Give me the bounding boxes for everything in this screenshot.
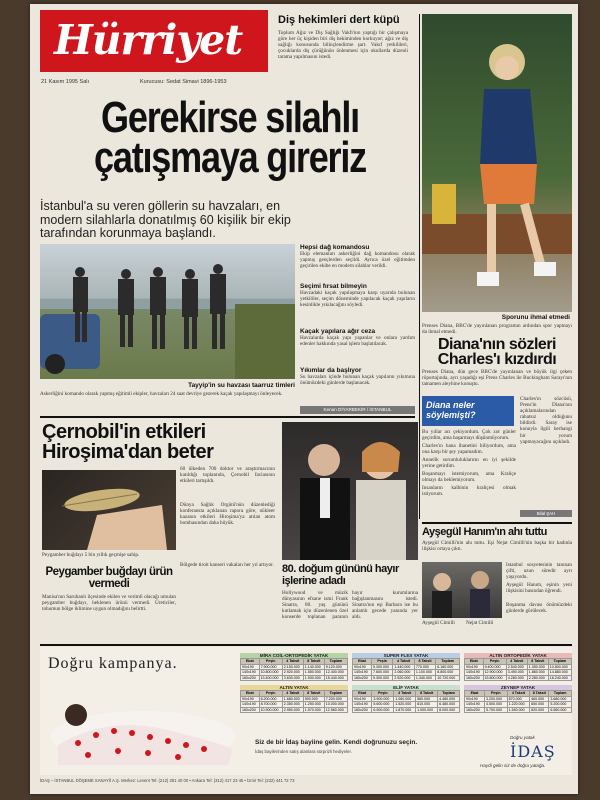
cell: 1.570.000 [303, 707, 324, 713]
cell: 7.600.000 [371, 670, 392, 676]
chernobyl-bullet: Dünya Sağlık Örgütü'nün düzenlediği konferansta açıklanan rapora göre, nükleer kazanın etkileri Hiroşima'ya atılan atom bombasından daha büyük. [180, 502, 275, 527]
wheat-illustration [42, 470, 176, 550]
cell: 9.300.000 [371, 675, 392, 681]
cell: 14.880.000 [548, 670, 571, 676]
diana-quote: Boşanmayı istemiyorum, ama Kraliçe olmayı da beklemiyorum. [422, 471, 516, 484]
cell: 5.700.000 [484, 707, 507, 713]
col-header: Ebat [465, 691, 485, 697]
section-text: Havzadaki kaçak yapılaşmaya karşı uyarıda bulunan yetkililer, seçim döneminde yapılacak kaçak yapıların kesinlikle yıkılacağını söyledi. [300, 290, 415, 309]
diana-quote: Charles'ın bana ihanetini biliyordum, ama ona karşı bir şey yapamadım. [422, 443, 516, 456]
sinatra-text: Hollywood ve müzik dünyasının efsane ismi Frank Sinatra, 80. yaş gününü kutlamak için düzenlenen özel konserde toplanan paranın hayır kurumlarına bağışlanmasını istedi. Sinatra'nın eşi Barbara ise bu anlamlı gecede yanında yer aldı. [282, 590, 418, 621]
table-row [353, 675, 460, 681]
price-table-grid [352, 690, 460, 713]
cell: 10.800.000 [548, 664, 571, 670]
cell: 560.000 [416, 696, 438, 702]
col-header: Toplam [324, 659, 347, 665]
cell: 140x190 [465, 702, 485, 708]
col-header: Ebat [353, 659, 372, 665]
cell: 2.920.000 [282, 670, 303, 676]
chernobyl-bullet: 60 ülkeden 700 doktor ve araştırmacının katıldığı toplantıda, Çernobil faciasının etkileri tartışıldı. [180, 466, 275, 485]
col-header: 8 Taksit [527, 659, 548, 665]
cell: 5.300.000 [371, 664, 392, 670]
section-text: Havzalarda kaçak yapı yapanlar ve onlara yardım edenler hakkında yasal işlem başlatılacak. [300, 335, 415, 348]
masthead-logo: Hürriyet [54, 16, 243, 64]
price-table-grid [240, 690, 348, 713]
cell: 7.200.000 [324, 696, 347, 702]
main-headline: Gerekirse silahlı çatışmaya gireriz [94, 93, 366, 182]
col-header: Peşin [483, 659, 506, 665]
cell: 460.000 [530, 696, 549, 702]
diana-intro: Prenses Diana, dün gece BBC'de yayınlanan ve büyük ilgi çeken röportajında, ayrı yaşadığı eşi Prens Charles ile Buckingham Sarayı'nın tamamen aleyhine konuştu. [422, 369, 572, 388]
diana-headline: Diana'nın sözleri Charles'ı kızdırdı [437, 336, 557, 368]
ad-footer-text: Haydi gelin siz de doğru yatağa. [480, 763, 546, 768]
col-header: Peşin [371, 659, 392, 665]
cell: 140x190 [241, 670, 260, 676]
col-header: Toplam [436, 659, 460, 665]
cell: 10.000.000 [324, 702, 347, 708]
guards-photo-subcaption: Askerliğini komando olarak yapmış eğitimli ekipler, havzaları 24 saat devriye gezerek kaçak yapılaşmayı önleyecek. [40, 391, 283, 397]
ad-slogan: Doğru kampanya. [48, 655, 178, 672]
cell: 1.440.000 [393, 664, 414, 670]
cell: 1.340.000 [414, 675, 435, 681]
col-header: 8 Taksit [303, 691, 324, 697]
cell: 160x200 [353, 707, 372, 713]
dentist-text: Toplum Ağız ve Diş Sağlığı Vakfı'nın yaptığı bir çalışmaya göre her üç kişiden biri diş hekiminden korkuyor; ağız ve diş sağlığı konusunda bilinçlendirme şart. Vakıf yetkilileri, çocuklarda diş çürüğünün önlenmesi için okullarda düzenli tarama yapılmasını istedi. [278, 30, 408, 61]
cell: 90x190 [353, 664, 372, 670]
price-table-title: ALTIN YATAK [240, 685, 348, 690]
aysegul-bullet: İstanbul sosyetesinin tanınan çifti, uzun süredir ayrı yaşıyordu. [506, 562, 572, 581]
section-text: Ekip elemanları askerliğini dağ komandosu olarak yapmış gençlerden seçildi. Ayrıca özel eğitimden geçirilen ekibe en modern silahlar verildi. [300, 251, 415, 270]
cell: 1.520.000 [394, 702, 416, 708]
price-tables-row-2 [240, 685, 570, 713]
cell: 90x190 [465, 664, 484, 670]
aysegul-bullets [506, 562, 572, 622]
main-subhead: İstanbul'a su veren göllerin su havzaları, en modern silahlarla donatılmış 60 kişilik bir ekip tarafından korunmaya başlandı. [40, 199, 291, 240]
cell: 12.560.000 [324, 707, 347, 713]
cell: 2.540.000 [506, 664, 527, 670]
aysegul-photo [422, 562, 502, 618]
cell: 3.680.000 [549, 696, 572, 702]
cell: 820.000 [530, 707, 549, 713]
col-header: Ebat [241, 691, 260, 697]
wheat-photo-caption: Peygamber buğdayı 5 bin yıllık geçmişe sahip. [42, 552, 140, 558]
cell: 770.000 [414, 664, 435, 670]
cell: 12.900.000 [483, 670, 506, 676]
col-header: 4 Taksit [394, 691, 416, 697]
wheat-photo [42, 470, 176, 550]
cell: 3.490.000 [506, 670, 527, 676]
col-header: 8 Taksit [303, 659, 324, 665]
cell: 2.350.000 [282, 702, 303, 708]
aysegul-caption-right: Nejat Cimilli [466, 620, 494, 626]
price-tables [240, 653, 570, 713]
cell: 160x200 [465, 675, 484, 681]
price-table-grid [240, 658, 348, 681]
price-table [352, 653, 460, 681]
cell: 2.150.000 [282, 664, 303, 670]
price-table-grid [352, 658, 460, 681]
diana-illustration [422, 14, 572, 312]
diana-side-reporter: Bilal ŞAH [520, 510, 572, 517]
col-header: Peşin [259, 691, 282, 697]
section-title: Yıkımlar da başlıyor [300, 367, 362, 374]
cell: 1.550.000 [303, 670, 324, 676]
guards-photo-caption: Tayyip'in su havzası taarruz timleri [188, 382, 295, 389]
cell: 15.440.000 [324, 675, 347, 681]
cell: 1.930.000 [303, 675, 324, 681]
idas-ad [40, 647, 572, 775]
aysegul-caption-left: Ayşegül Cimilli [422, 620, 455, 626]
reporter-byline: Kenan DİYARBEKİR / İSTANBUL [300, 406, 415, 414]
aysegul-bullet: Ayşegül Hanım, eşinin yeni ilişkisini basından öğrendi. [506, 582, 572, 595]
diana-quotes [422, 429, 516, 499]
cell: 160x200 [465, 707, 485, 713]
col-header: 4 Taksit [282, 691, 303, 697]
cell: 1.250.000 [303, 702, 324, 708]
cell: 4.480.000 [438, 696, 460, 702]
col-header: 4 Taksit [507, 691, 530, 697]
cell: 9.400.000 [483, 664, 506, 670]
cell: 1.870.000 [394, 707, 416, 713]
col-header: Toplam [548, 659, 571, 665]
cell: 140x190 [353, 702, 372, 708]
main-story-column [300, 244, 415, 392]
col-header: Toplam [549, 691, 572, 697]
price-table [240, 685, 348, 713]
price-table-title: ALTIN ORTOPEDİK YATAK [464, 653, 572, 658]
masthead-logo-box [40, 10, 268, 72]
masthead-founder: Kurucusu: Sedat Simavi 1896-1953 [140, 79, 227, 85]
diana-photo [422, 14, 572, 312]
price-table [240, 653, 348, 681]
cell: 8.800.000 [436, 670, 460, 676]
cell: 3.900.000 [372, 696, 394, 702]
column-divider [419, 14, 420, 519]
cell: 1.540.000 [507, 707, 530, 713]
aysegul-headline: Ayşegül Hanım'ın ahı tuttu [422, 526, 547, 538]
cell: 10.720.000 [436, 675, 460, 681]
cell: 900.000 [303, 696, 324, 702]
price-tables-row-1 [240, 653, 570, 681]
cell: 140x190 [353, 670, 372, 676]
price-table [352, 685, 460, 713]
cell: 6.560.000 [549, 707, 572, 713]
table-row [353, 707, 460, 713]
col-header: Ebat [465, 659, 484, 665]
col-header: 4 Taksit [506, 659, 527, 665]
sinatra-headline: 80. doğum gününü hayır işlerine adadı [282, 563, 399, 587]
cell: 15.800.000 [483, 675, 506, 681]
col-header: Toplam [324, 691, 347, 697]
price-table-title: SUPER FLEX YATAK [352, 653, 460, 658]
table-row [241, 707, 348, 713]
cell: 6.900.000 [372, 707, 394, 713]
sinatra-illustration [282, 422, 418, 560]
col-header: 4 Taksit [393, 659, 414, 665]
wheat-headline: Peygamber buğdayı ürün vermedi [45, 566, 173, 590]
cell: 6.200.000 [259, 696, 282, 702]
cell: 1.000.000 [416, 707, 438, 713]
cell: 7.900.000 [259, 664, 282, 670]
aysegul-bullet: Boşanma davası önümüzdeki günlerde görülecek. [506, 602, 572, 615]
col-header: Ebat [241, 659, 260, 665]
diana-box-title: Diana neler söylemişti? [426, 400, 476, 420]
aysegul-intro: Ayşegül Cimilli'nin ahı tuttu. Eşi Nejat Cimilli'nin başka bir kadınla ilişkisi ortaya çıktı. [422, 540, 572, 553]
cell: 650.000 [530, 702, 549, 708]
guards-illustration [40, 244, 295, 379]
page-footer: İDAŞ – İSTANBUL DÖŞEME SANAYİİ A.Ş. Merkez: Levent Tel: (212) 281 40 00 • Ankara Tel: (312) 417 23 45 • İzmir Tel: (232) 441 72 73 [40, 778, 295, 783]
cell: 90x190 [353, 696, 372, 702]
diana-photo-caption: Sporunu ihmal etmedi [501, 314, 570, 321]
ad-tagline: Siz de bir İdaş bayiine gelin. Kendi doğrunuzu seçin. [255, 739, 418, 746]
dentist-headline: Diş hekimleri dert küpü [278, 14, 400, 26]
chernobyl-headline: Çernobil'in etkileri Hiroşima'dan beter [42, 421, 214, 463]
cell: 8.700.000 [259, 702, 282, 708]
section-title: Seçimi fırsat bilmeyin [300, 283, 367, 290]
ad-brand-logo: İDAŞ [510, 742, 556, 761]
cell: 1.100.000 [414, 670, 435, 676]
col-header: 8 Taksit [414, 659, 435, 665]
cell: 4.280.000 [506, 675, 527, 681]
cell: 3.630.000 [282, 675, 303, 681]
guards-photo [40, 244, 295, 379]
cell: 10.900.000 [259, 707, 282, 713]
cell: 5.200.000 [549, 702, 572, 708]
col-header: 8 Taksit [416, 691, 438, 697]
section-divider [40, 416, 415, 418]
masthead-date: 21 Kasım 1995 Salı [41, 79, 90, 85]
cell: 8.000.000 [438, 707, 460, 713]
table-row [241, 675, 348, 681]
cell: 1.860.000 [527, 670, 548, 676]
diana-side-text: Charles'ın sözcüsü, Prens'in Diana'nın açıklamalarından rahatsız olduğunu bildirdi. Saray ise konuyla ilgili herhangi bir yorum yapmayacağını açıkladı. [520, 396, 572, 445]
sinatra-photo [282, 422, 418, 560]
cell: 870.000 [507, 696, 530, 702]
cell: 1.060.000 [394, 696, 416, 702]
cell: 140x190 [465, 670, 484, 676]
cell: 810.000 [416, 702, 438, 708]
cell: 3.200.000 [484, 696, 507, 702]
price-table [464, 685, 572, 713]
price-table-title: ZEYNEP YATAK [464, 685, 572, 690]
price-table-grid [464, 658, 572, 681]
diana-quote: Bu yıllar acı çekiyordum. Çok zor günler geçirdim, ama başarmayı düşünmüyorum. [422, 429, 516, 442]
col-header: Peşin [259, 659, 282, 665]
cell: 90x190 [241, 664, 260, 670]
ad-brand-sub: Doğru yatak [510, 735, 535, 740]
price-table-title: MİRA COİL-ORTOPEDİK YATAK [240, 653, 348, 658]
cell: 10.800.000 [259, 670, 282, 676]
cell: 2.280.000 [527, 675, 548, 681]
price-table-grid [464, 690, 572, 713]
cell: 160x200 [353, 675, 372, 681]
aysegul-illustration [422, 562, 502, 618]
cell: 140x190 [241, 702, 260, 708]
cell: 2.950.000 [282, 707, 303, 713]
cell: 1.680.000 [282, 696, 303, 702]
col-header: Peşin [372, 691, 394, 697]
diana-quote: İnsanların kalbinin kraliçesi olmak istiyorum. [422, 485, 516, 498]
ad-sleeper-illustration [48, 675, 238, 771]
cell: 12.400.000 [324, 670, 347, 676]
newspaper-page [30, 4, 578, 794]
cell: 1.350.000 [527, 664, 548, 670]
cell: 9.120.000 [324, 664, 347, 670]
section-divider [422, 522, 572, 524]
col-header: 4 Taksit [282, 659, 303, 665]
cell: 2.520.000 [393, 675, 414, 681]
cell: 6.160.000 [436, 664, 460, 670]
chernobyl-bullet: Bölgede tiroit kanseri vakaları her yıl artıyor. [180, 562, 274, 568]
diana-caption-text: Prenses Diana, BBC'de yayınlanan programın ardından spor yapmayı da ihmal etmedi. [422, 323, 572, 335]
cell: 5.600.000 [372, 702, 394, 708]
ad-small-text: İdaş bayilerinden satış alanlara sürprizli hediyeler. [255, 749, 352, 754]
table-row [465, 675, 572, 681]
cell: 1.220.000 [507, 702, 530, 708]
cell: 2.060.000 [393, 670, 414, 676]
cell: 90x190 [465, 696, 485, 702]
cell: 90x190 [241, 696, 260, 702]
price-table [464, 653, 572, 681]
section-title: Kaçak yapılara ağır ceza [300, 328, 376, 335]
table-row [465, 707, 572, 713]
col-header: 8 Taksit [530, 691, 549, 697]
diana-box-title-bg [422, 396, 514, 426]
section-title: Hepsi dağ komandosu [300, 244, 370, 251]
cell: 160x200 [241, 707, 260, 713]
cell: 1.140.000 [303, 664, 324, 670]
price-table-title: ELİF YATAK [352, 685, 460, 690]
chernobyl-bullets [180, 466, 275, 592]
ad-divider [40, 644, 572, 646]
cell: 13.400.000 [259, 675, 282, 681]
col-header: Ebat [353, 691, 372, 697]
cell: 4.500.000 [484, 702, 507, 708]
wheat-text: Manisa'nın Saruhanlı ilçesinde ekilen ve verimli olacağı umulan peygamber buğdayı, beklenen ürünü vermedi. Üreticiler, tohumun bölge iklimine uygun olmadığını belirtti. [42, 594, 176, 613]
cell: 160x200 [241, 675, 260, 681]
section-text: Su havzaları içinde bulunan kaçak yapıların yıkımına önümüzdeki günlerde başlanacak. [300, 374, 415, 387]
cell: 18.240.000 [548, 675, 571, 681]
col-header: Toplam [438, 691, 460, 697]
col-header: Peşin [484, 691, 507, 697]
diana-quote: Annelik sorumluluklarımı en iyi şekilde yerine getirdim. [422, 457, 516, 470]
cell: 6.480.000 [438, 702, 460, 708]
